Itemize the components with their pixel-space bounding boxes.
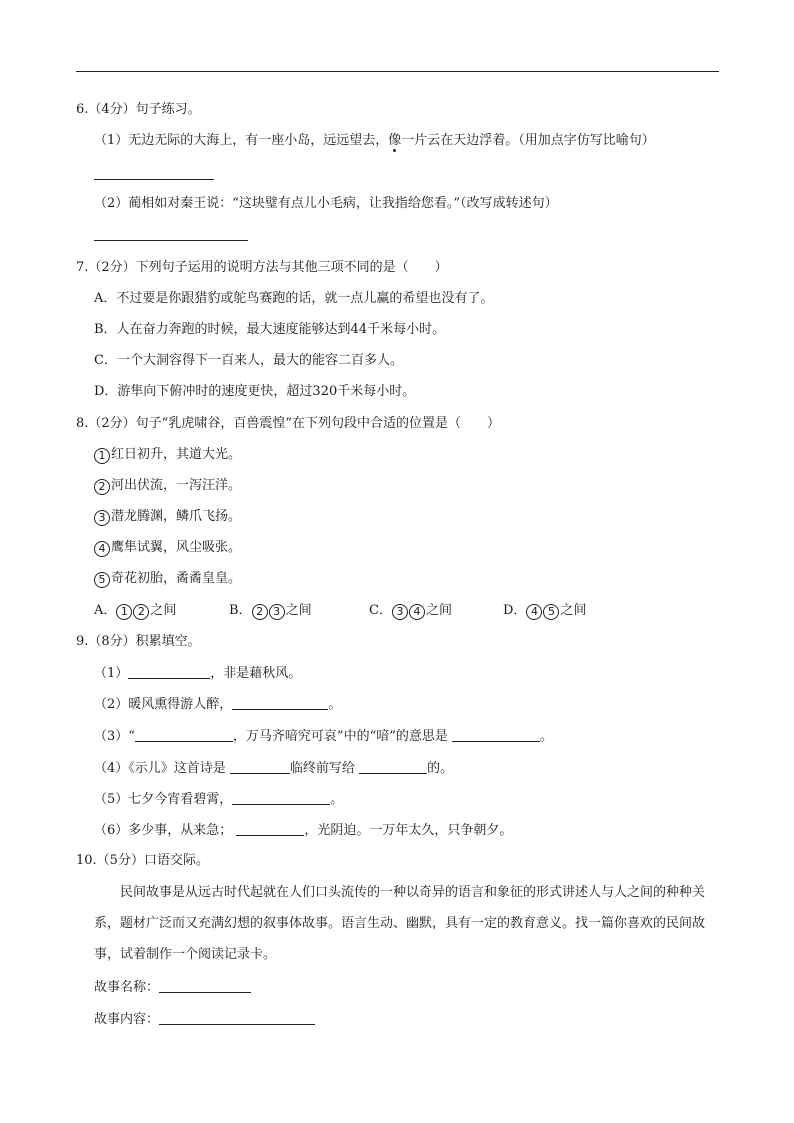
- q6-s1-pre: （1）无边无际的大海上，有一座小岛，远远望去，: [94, 133, 389, 148]
- q9-text: （3）“: [94, 729, 135, 744]
- q8-item-3: [94, 509, 241, 526]
- q6-dotted-char: 像: [388, 133, 402, 148]
- choice-suffix: 之间: [285, 603, 312, 618]
- q9-text: ，万马齐喑究可哀”中的“喑”的意思是: [232, 729, 448, 744]
- circled-number: 4: [409, 604, 425, 620]
- q7-option-b[interactable]: B．人在奋力奔跑的时候，最大速度能够达到44千米每小时。: [94, 322, 446, 337]
- q9-blank-3[interactable]: [135, 728, 233, 742]
- q9-text: 。: [540, 729, 554, 744]
- header-rule: [76, 71, 719, 72]
- q8-item-5: [94, 571, 241, 588]
- circled-number: 5: [94, 572, 110, 588]
- q9-blank-2[interactable]: [232, 696, 328, 710]
- q9-text: ，光阴迫。一万年太久，只争朝夕。: [304, 823, 513, 838]
- q9-text: 。: [328, 697, 342, 712]
- choice-suffix: 之间: [425, 603, 452, 618]
- q9-blank-6[interactable]: [359, 760, 427, 774]
- q7-option-a[interactable]: A．不过要是你跟猎豹或鸵鸟赛跑的话，就一点儿赢的希望也没有了。: [94, 291, 494, 306]
- choice-label: A．: [94, 603, 117, 618]
- q9-text: 的。: [427, 761, 454, 776]
- q9-blank-5[interactable]: [230, 760, 290, 774]
- q6-answer-blank-1[interactable]: [94, 166, 214, 180]
- q10-story-name: [94, 979, 251, 996]
- q9-line-3: [94, 728, 553, 745]
- q9-blank-1[interactable]: [128, 665, 210, 679]
- q7-title: 7.（2分）下列句子运用的说明方法与其他三项不同的是（ ）: [76, 260, 448, 275]
- circled-number: 3: [269, 604, 285, 620]
- q6-answer-blank-2[interactable]: [94, 227, 248, 241]
- q9-blank-8[interactable]: [236, 822, 304, 836]
- q8-item-2: [94, 478, 241, 495]
- circled-number: 2: [133, 604, 149, 620]
- q6-s1-post: 一片云在天边浮着。（用加点字仿写比喻句）: [401, 133, 655, 148]
- q9-line-6: [94, 822, 512, 839]
- q8-choice-b[interactable]: [229, 603, 312, 620]
- q8-choice-d[interactable]: [503, 603, 586, 620]
- q10-story-content: [94, 1011, 315, 1028]
- q10-title: 10.（5分）口语交际。: [76, 853, 209, 868]
- q9-text: （2）暖风熏得游人醉，: [94, 697, 233, 712]
- story-content-label: 故事内容：: [94, 1012, 160, 1027]
- q8-item-text: 奇花初胎，矞矞皇皇。: [111, 571, 242, 586]
- q9-line-4: [94, 760, 453, 777]
- q9-text: 。: [330, 792, 344, 807]
- circled-number: 5: [543, 604, 559, 620]
- q9-blank-4[interactable]: [452, 728, 540, 742]
- q8-item-text: 红日初升，其道大光。: [111, 447, 242, 462]
- choice-label: D．: [503, 603, 527, 618]
- choice-suffix: 之间: [560, 603, 587, 618]
- q8-choice-c[interactable]: [369, 603, 452, 620]
- q8-choice-a[interactable]: [94, 603, 176, 620]
- story-name-label: 故事名称：: [94, 980, 160, 995]
- q9-text: （6）多少事，从来急；: [94, 823, 233, 838]
- circled-number: 1: [116, 604, 132, 620]
- q8-item-text: 潜龙腾渊，鳞爪飞扬。: [111, 509, 242, 524]
- q8-title: 8.（2分）句子“乳虎啸谷，百兽震惶”在下列句段中合适的位置是（ ）: [76, 416, 500, 431]
- q9-line-1: [94, 665, 301, 682]
- story-content-blank[interactable]: [159, 1011, 315, 1025]
- q9-title: 9.（8分）积累填空。: [76, 634, 201, 649]
- q7-option-c[interactable]: C．一个大洞容得下一百来人，最大的能容二百多人。: [94, 353, 403, 368]
- q9-text: （4）《示儿》这首诗是: [94, 761, 226, 776]
- q8-item-4: [94, 540, 241, 557]
- choice-label: B．: [229, 603, 252, 618]
- circled-number: 2: [94, 479, 110, 495]
- q6-sentence-1: [94, 133, 655, 149]
- circled-number: 2: [252, 604, 268, 620]
- q8-item-text: 河出伏流，一泻汪洋。: [111, 478, 242, 493]
- q9-text: （5）七夕今宵看碧霄，: [94, 792, 233, 807]
- circled-number: 3: [392, 604, 408, 620]
- circled-number: 4: [94, 541, 110, 557]
- q6-title: 6.（4分）句子练习。: [76, 102, 201, 117]
- q8-item-1: [94, 447, 241, 464]
- q9-line-5: [94, 791, 343, 808]
- circled-number: 3: [94, 510, 110, 526]
- q9-text: 临终前写给: [289, 761, 355, 776]
- q10-paragraph: 民间故事是从远古时代起就在人们口头流传的一种以奇异的语言和象征的形式讲述人与人之间的种种关系，题材广泛而又充满幻想的叙事体故事。语言生动、幽默，具有一定的教育意义。找一篇你喜欢的民间故事，试着制作一个阅读记录卡。: [94, 885, 706, 962]
- q9-text: ，非是藉秋风。: [210, 666, 302, 681]
- q6-sentence-2: （2）蔺相如对秦王说：“这块璧有点儿小毛病，让我指给您看。”（改写成转述句）: [94, 196, 558, 211]
- choice-label: C．: [369, 603, 392, 618]
- q7-option-d[interactable]: D．游隼向下俯冲时的速度更快，超过320千米每小时。: [94, 384, 416, 399]
- circled-number: 1: [94, 448, 110, 464]
- choice-suffix: 之间: [150, 603, 177, 618]
- q9-line-2: [94, 696, 341, 713]
- circled-number: 4: [526, 604, 542, 620]
- story-name-blank[interactable]: [159, 979, 251, 993]
- q8-item-text: 鹰隼试翼，风尘吸张。: [111, 540, 242, 555]
- q9-text: （1）: [94, 666, 129, 681]
- q9-blank-7[interactable]: [232, 791, 330, 805]
